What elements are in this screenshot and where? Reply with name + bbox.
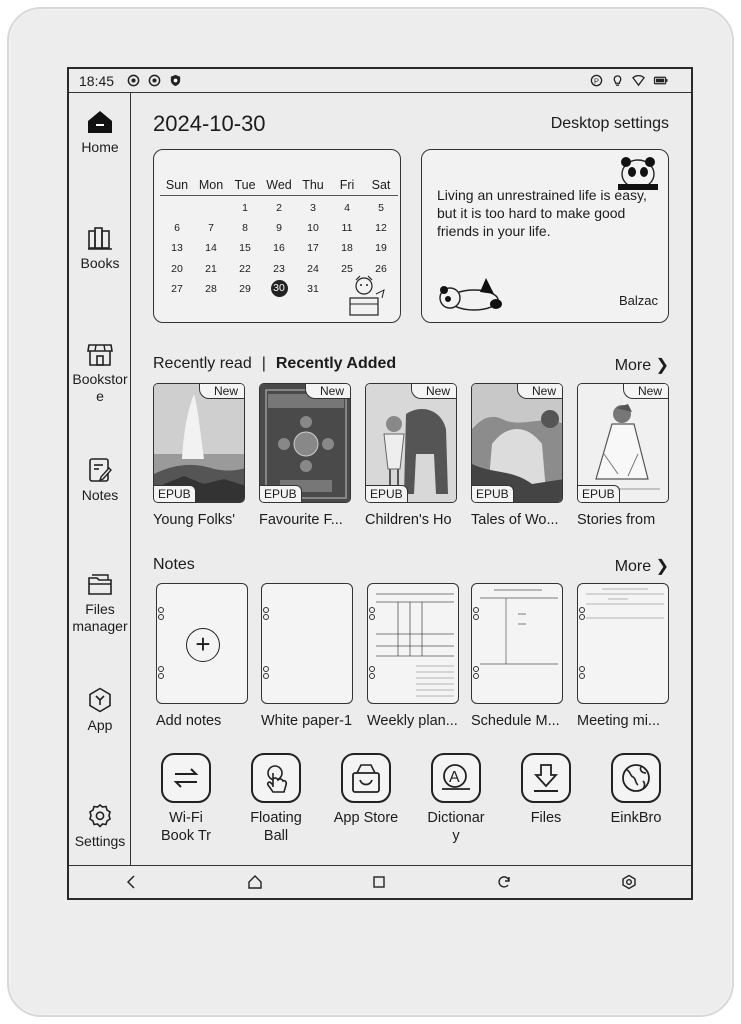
note-title: Meeting mi...	[577, 713, 660, 729]
calendar-day[interactable]: 31	[307, 282, 319, 295]
book-item[interactable]	[471, 383, 563, 528]
app-floating-ball[interactable]	[231, 753, 321, 845]
calendar-day[interactable]: 22	[239, 262, 251, 275]
calendar-day-today[interactable]: 30	[271, 280, 288, 297]
book-title: Favourite F...	[259, 512, 343, 528]
sidebar-item-files-manager[interactable]	[69, 571, 131, 635]
book-cover	[577, 383, 669, 503]
notes-icon	[87, 457, 113, 483]
home-main	[131, 93, 691, 865]
sidebar-item-label: Books	[80, 255, 120, 271]
calendar-weekday: Sun	[165, 178, 189, 192]
note-page	[577, 583, 669, 704]
back-icon[interactable]	[124, 874, 140, 890]
book-cover	[259, 383, 351, 503]
stylus-icon	[590, 74, 603, 87]
sidebar-item-label: Notes	[81, 487, 119, 503]
notes-more-link[interactable]	[615, 556, 669, 576]
calendar-day[interactable]: 19	[375, 242, 387, 255]
plus-icon: +	[186, 628, 220, 662]
sidebar-item-home[interactable]	[69, 109, 131, 156]
shield-icon	[169, 74, 182, 87]
calendar-doodle-icon	[342, 274, 388, 318]
sidebar-item-books[interactable]	[69, 225, 131, 272]
sidebar	[69, 93, 131, 865]
quote-text: Living an unrestrained life is easy, but it is too hard to make good friends in your life.	[437, 187, 647, 239]
system-nav-bar	[69, 865, 691, 898]
calendar-day[interactable]: 6	[174, 222, 180, 235]
note-title: Add notes	[156, 713, 222, 729]
book-cover	[153, 383, 245, 503]
sidebar-item-bookstore[interactable]	[69, 341, 131, 405]
home-icon	[87, 109, 113, 135]
calendar-day[interactable]: 27	[171, 282, 183, 295]
book-item[interactable]	[153, 383, 245, 528]
app-einkbro[interactable]	[591, 753, 681, 827]
new-badge: New	[623, 384, 668, 399]
note-thumbnail-meeting	[578, 584, 669, 704]
calendar-day[interactable]: 5	[378, 202, 384, 215]
refresh-icon[interactable]	[496, 874, 512, 890]
sync-icon	[127, 74, 140, 87]
tab-recently-added[interactable]: Recently Added	[275, 355, 397, 372]
download-icon	[521, 753, 571, 803]
app-label: EinkBro	[610, 810, 662, 826]
calendar-day[interactable]: 28	[205, 282, 217, 295]
device-frame	[7, 7, 734, 1017]
wifi-icon	[632, 74, 645, 87]
bulb-icon	[611, 74, 624, 87]
app-label-line2: Book Tr	[161, 828, 211, 844]
calendar-day[interactable]: 14	[205, 242, 217, 255]
battery-icon	[653, 74, 669, 87]
app-label: Dictionar	[427, 810, 485, 826]
gear-icon	[87, 803, 113, 829]
bag-icon	[341, 753, 391, 803]
sidebar-item-label: Settings	[74, 833, 126, 849]
tab-separator: |	[261, 355, 266, 372]
home-nav-icon[interactable]	[247, 874, 263, 890]
calendar-day[interactable]: 21	[205, 262, 217, 275]
calendar-day[interactable]: 18	[341, 242, 353, 255]
calendar-day[interactable]: 4	[344, 202, 350, 215]
format-badge: EPUB	[578, 485, 620, 502]
book-cover	[471, 383, 563, 503]
books-icon	[87, 225, 113, 251]
note-page	[471, 583, 563, 704]
calendar-day[interactable]: 2	[276, 202, 282, 215]
tab-recently-read[interactable]: Recently read	[153, 355, 252, 372]
format-badge: EPUB	[260, 485, 302, 502]
notes-section-header	[153, 556, 669, 574]
new-badge: New	[305, 384, 350, 399]
note-item[interactable]	[261, 583, 353, 729]
books-section-header	[153, 355, 669, 373]
note-title: Weekly plan...	[367, 713, 458, 729]
folder-icon	[87, 571, 113, 597]
calendar-weekday: Mon	[198, 178, 224, 192]
calendar-day[interactable]: 1	[242, 202, 248, 215]
dictionary-icon	[431, 753, 481, 803]
app-icon	[87, 687, 113, 713]
app-wifi-book-transfer[interactable]	[141, 753, 231, 845]
note-item[interactable]	[577, 583, 669, 729]
more-label: More	[614, 558, 652, 575]
format-badge: EPUB	[366, 485, 408, 502]
sidebar-item-label: Home	[81, 139, 119, 155]
format-badge: EPUB	[472, 485, 514, 502]
book-title: Tales of Wo...	[471, 512, 559, 528]
book-cover	[365, 383, 457, 503]
note-item[interactable]	[367, 583, 459, 729]
page-title-date: 2024-10-30	[153, 111, 266, 136]
store-icon	[87, 341, 113, 367]
touch-icon	[251, 753, 301, 803]
app-label-line2: y	[452, 828, 460, 844]
globe-icon	[611, 753, 661, 803]
note-page	[261, 583, 353, 704]
book-item[interactable]	[365, 383, 457, 528]
chevron-right-icon: ❯	[655, 558, 669, 575]
calendar-day[interactable]: 3	[310, 202, 316, 215]
sidebar-item-app[interactable]	[69, 687, 131, 734]
app-label: Files	[530, 810, 562, 826]
quote-widget[interactable]	[421, 149, 669, 323]
quote-author: Balzac	[618, 293, 658, 308]
calendar-weekday-row	[160, 178, 398, 196]
app-label-line2: Ball	[263, 828, 289, 844]
lying-panda-icon	[436, 274, 506, 312]
sidebar-item-notes[interactable]	[69, 457, 131, 504]
desktop-settings-button[interactable]: Desktop settings	[550, 115, 669, 132]
calendar-day[interactable]: 29	[239, 282, 251, 295]
app-label: App Store	[333, 810, 399, 826]
sidebar-item-label: Bookstore	[72, 371, 128, 404]
books-more-link[interactable]	[615, 355, 669, 375]
recents-icon[interactable]	[371, 874, 387, 890]
book-item[interactable]	[259, 383, 351, 528]
calendar-weekday: Thu	[302, 178, 324, 192]
calendar-day[interactable]: 9	[276, 222, 282, 235]
more-label: More	[614, 357, 652, 374]
calendar-widget[interactable]	[153, 149, 401, 323]
book-title: Young Folks'	[153, 512, 236, 528]
eink-mode-icon[interactable]	[621, 874, 637, 890]
calendar-weekday: Tue	[234, 178, 256, 192]
add-notes-button[interactable]	[156, 583, 248, 729]
new-badge: New	[411, 384, 456, 399]
app-label: Wi-Fi	[169, 810, 203, 826]
calendar-day[interactable]: 16	[273, 242, 285, 255]
status-bar	[69, 69, 691, 93]
format-badge: EPUB	[154, 485, 196, 502]
calendar-day[interactable]: 13	[171, 242, 183, 255]
note-page	[367, 583, 459, 704]
svg-text:A: A	[449, 769, 460, 786]
status-time: 18:45	[79, 73, 115, 89]
app-store[interactable]	[321, 753, 411, 827]
note-thumbnail-blank	[262, 584, 353, 704]
record-icon	[148, 74, 161, 87]
note-item[interactable]	[471, 583, 563, 729]
book-item[interactable]	[577, 383, 669, 528]
screen	[67, 67, 693, 900]
notes-section-title: Notes	[153, 556, 195, 573]
note-thumbnail-schedule	[472, 584, 563, 704]
book-title: Children's Ho	[365, 512, 452, 528]
calendar-day[interactable]: 7	[208, 222, 214, 235]
calendar-weekday: Sat	[371, 178, 391, 192]
calendar-weekday: Fri	[339, 178, 355, 192]
note-page	[156, 583, 248, 704]
new-badge: New	[199, 384, 244, 399]
calendar-day[interactable]: 15	[239, 242, 251, 255]
app-label: Floating	[250, 810, 302, 826]
calendar-day[interactable]: 26	[375, 262, 387, 275]
sidebar-item-label: App	[87, 717, 113, 733]
sidebar-item-settings[interactable]	[69, 803, 131, 850]
calendar-day[interactable]: 24	[307, 262, 319, 275]
transfer-icon	[161, 753, 211, 803]
calendar-day[interactable]: 11	[341, 222, 353, 235]
new-badge: New	[517, 384, 562, 399]
note-title: Schedule M...	[471, 713, 560, 729]
chevron-right-icon: ❯	[655, 357, 669, 374]
app-dictionary[interactable]	[411, 753, 501, 845]
calendar-day[interactable]: 25	[341, 262, 353, 275]
book-title: Stories from	[577, 512, 656, 528]
calendar-day[interactable]: 10	[307, 222, 319, 235]
calendar-weekday: Wed	[266, 178, 292, 192]
calendar-day[interactable]: 23	[273, 262, 285, 275]
note-thumbnail-weekly	[368, 584, 459, 704]
app-files[interactable]	[501, 753, 591, 827]
note-title: White paper-1	[261, 713, 353, 729]
calendar-day[interactable]: 12	[375, 222, 387, 235]
calendar-day[interactable]: 17	[307, 242, 319, 255]
calendar-day[interactable]: 20	[171, 262, 183, 275]
svg-text:P: P	[593, 76, 599, 86]
sidebar-item-label: Files manager	[72, 601, 128, 634]
calendar-day[interactable]: 8	[242, 222, 248, 235]
